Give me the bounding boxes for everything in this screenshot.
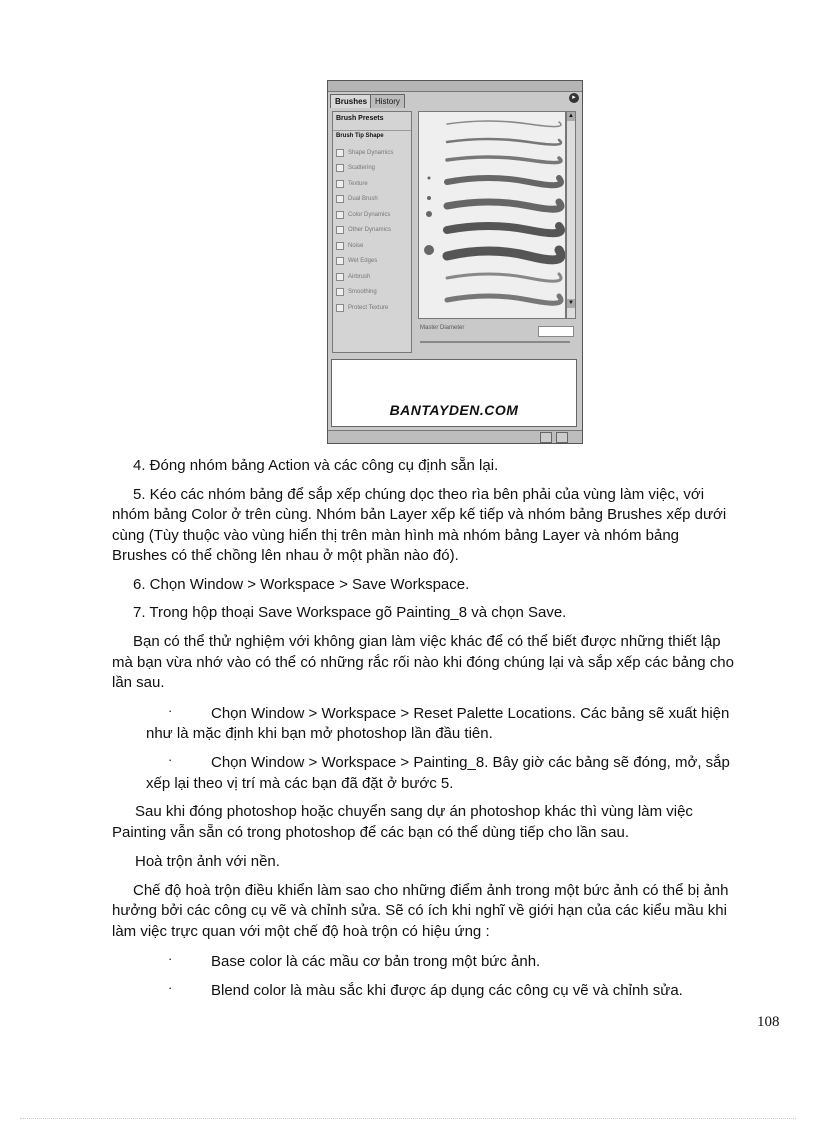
brush-tip-shape-label: Brush Tip Shape: [336, 133, 384, 139]
step-5-line-4: Brushes có thể chồng lên nhau ở một phần nào đó).: [112, 547, 459, 564]
bullet-icon: ·: [168, 980, 173, 995]
checkbox-icon: [336, 304, 344, 312]
note-line-2: mà bạn vừa nhớ vào có thể có những rắc rối nào khi đóng chúng lại và sắp xếp các bảng cho: [112, 654, 734, 671]
option-shape-dynamics: Shape Dynamics: [333, 145, 411, 161]
checkbox-icon: [336, 180, 344, 188]
bullet-icon: ·: [168, 951, 173, 966]
note-line-1: Bạn có thể thử nghiệm với không gian làm việc khác để có thể biết được những thiết lập: [133, 633, 721, 650]
checkbox-icon: [336, 242, 344, 250]
workspace-note-line-2: Painting vẫn sẵn có trong photoshop để các bạn có thể dùng tiếp cho lần sau.: [112, 824, 630, 841]
brush-presets-label: Brush Presets: [333, 112, 411, 131]
page-number: 108: [757, 1014, 780, 1030]
master-diameter-slider: [420, 341, 570, 343]
note-line-3: lần sau.: [112, 674, 165, 691]
palette-titlebar: [328, 81, 582, 92]
watermark: BANTAYDEN.COM: [389, 402, 519, 418]
option-smoothing: Smoothing: [333, 285, 411, 301]
option-wet-edges: Wet Edges: [333, 254, 411, 270]
tab-history: History: [370, 94, 405, 108]
tab-brushes: Brushes: [330, 94, 372, 108]
blend-line-2: hưởng bởi các công cụ vẽ và chỉnh sửa. Sẽ có ích khi nghĩ về giới hạn của các kiểu mầu khi: [112, 902, 727, 919]
brush-options-list: [332, 111, 412, 353]
checkbox-icon: [336, 164, 344, 172]
scroll-up-icon: ▲: [568, 113, 574, 119]
checkbox-icon: [336, 149, 344, 157]
footer-divider: [20, 1118, 796, 1119]
palette-bottom-bar: [328, 430, 582, 443]
step-6: 6. Chọn Window > Workspace > Save Workspace.: [133, 576, 470, 593]
step-5-line-3: cùng (Tùy thuộc vào vùng hiển thị trên màn hình mà nhóm bảng Layer và nhóm bảng: [112, 527, 680, 544]
option-scattering: Scattering: [333, 161, 411, 177]
option-texture: Texture: [333, 176, 411, 192]
blend-line-3: làm việc trực quan với một chế độ hoà trộn có hiệu ứng :: [112, 923, 490, 940]
bullet-1-line-1: Chọn Window > Workspace > Reset Palette Locations. Các bảng sẽ xuất hiện: [211, 705, 730, 722]
brush-stroke-list: [418, 111, 566, 319]
bullet-2-line-1: Chọn Window > Workspace > Painting_8. Bây giờ các bảng sẽ đóng, mở, sắp: [211, 754, 730, 771]
checkbox-icon: [336, 273, 344, 281]
option-airbrush: Airbrush: [333, 269, 411, 285]
scroll-down-icon: ▼: [568, 300, 574, 306]
bullet-icon: ·: [168, 752, 173, 767]
option-other-dynamics: Other Dynamics: [333, 223, 411, 239]
brushes-palette-image: [327, 80, 583, 444]
brush-strokes: [419, 112, 565, 318]
step-4: 4. Đóng nhóm bảng Action và các công cụ định sẵn lại.: [133, 457, 499, 474]
checkbox-icon: [336, 211, 344, 219]
brush-preview-area: [331, 359, 577, 427]
step-5-line-2: nhóm bảng Color ở trên cùng. Nhóm bản Layer xếp kế tiếp và nhóm bảng Brushes xếp dưới: [112, 506, 727, 523]
bullet-blend-color: Blend color là màu sắc khi được áp dụng các công cụ vẽ và chỉnh sửa.: [211, 982, 683, 999]
blend-line-1: Chế độ hoà trộn điều khiển làm sao cho những điểm ảnh trong một bức ảnh có thể bị ảnh: [133, 882, 729, 899]
bullet-base-color: Base color là các mầu cơ bản trong một bức ảnh.: [211, 953, 541, 970]
master-diameter-label: Master Diameter: [420, 325, 465, 331]
palette-menu-icon: ▸: [569, 93, 579, 103]
option-noise: Noise: [333, 238, 411, 254]
bullet-2-line-2: xếp lại theo vị trí mà các bạn đã đặt ở bước 5.: [146, 775, 454, 792]
step-7: 7. Trong hộp thoại Save Workspace gõ Painting_8 và chọn Save.: [133, 604, 567, 621]
option-color-dynamics: Color Dynamics: [333, 207, 411, 223]
new-brush-icon: [540, 432, 552, 443]
master-diameter-field: [538, 326, 574, 337]
brush-list-scrollbar: [566, 111, 576, 319]
section-heading: Hoà trộn ảnh với nền.: [135, 853, 280, 870]
option-protect-texture: Protect Texture: [333, 300, 411, 316]
checkbox-icon: [336, 288, 344, 296]
bullet-icon: ·: [168, 703, 173, 718]
checkbox-icon: [336, 257, 344, 265]
step-5-line-1: 5. Kéo các nhóm bảng để sắp xếp chúng dọc theo rìa bên phải của vùng làm việc, với: [133, 486, 705, 503]
trash-icon: [556, 432, 568, 443]
option-dual-brush: Dual Brush: [333, 192, 411, 208]
workspace-note-line-1: Sau khi đóng photoshop hoặc chuyển sang dự án photoshop khác thì vùng làm việc: [135, 803, 693, 820]
checkbox-icon: [336, 226, 344, 234]
checkbox-icon: [336, 195, 344, 203]
bullet-1-line-2: như là mặc định khi bạn mở photoshop lần đầu tiên.: [146, 725, 493, 742]
